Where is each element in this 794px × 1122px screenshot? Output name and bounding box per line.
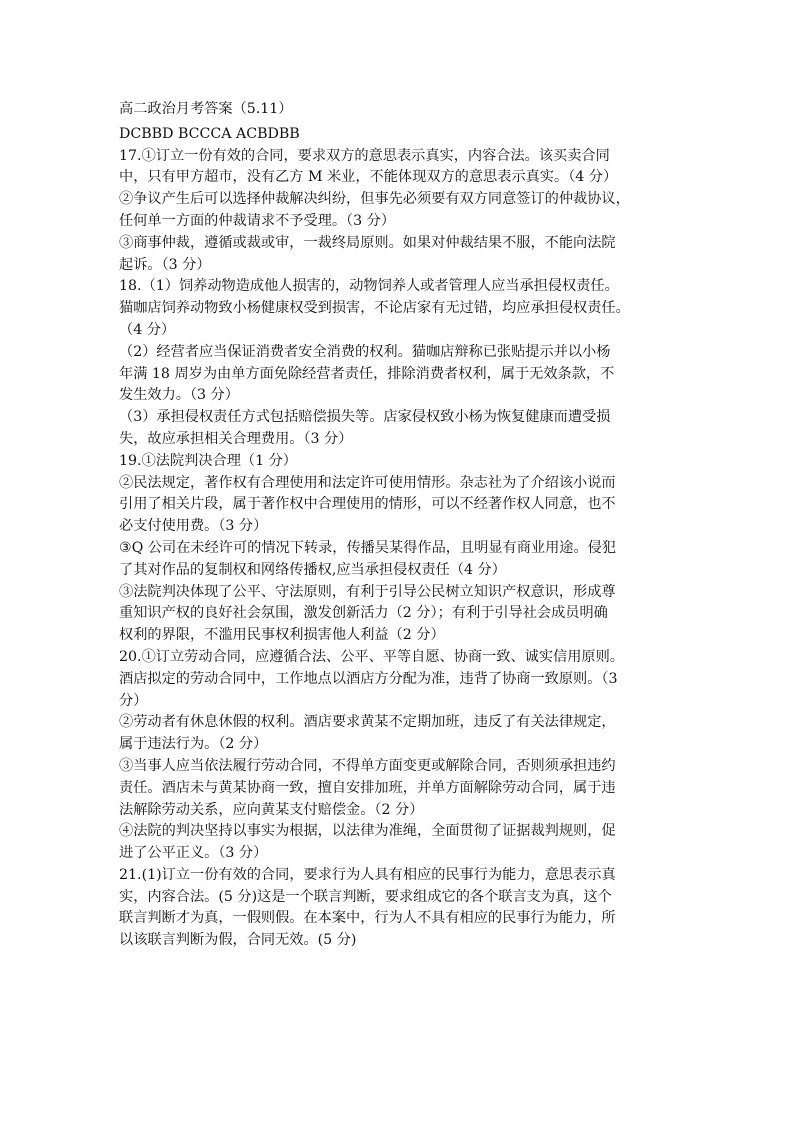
text-line: 法解除劳动关系，应向黄某支付赔偿金。（2 分）: [119, 801, 424, 818]
text-line: ②劳动者有休息休假的权利。酒店要求黄某不定期加班，违反了有关法律规定，: [119, 714, 616, 731]
text-line: 实，内容合法。(5 分)这是一个联言判断，要求组成它的各个联言支为真，这个: [119, 888, 612, 905]
text-line: 17.①订立一份有效的合同，要求双方的意思表示真实，内容合法。该买卖合同: [119, 147, 610, 164]
text-line: 起诉。（3 分）: [119, 256, 211, 273]
text-line: DCBBD BCCCA ACBDBB: [119, 125, 300, 142]
text-line: ③Q 公司在未经许可的情况下转录，传播吴某得作品，且明显有商业用途。侵犯: [119, 539, 617, 556]
text-line: 必支付使用费。（3 分）: [119, 518, 268, 535]
text-line: 了其对作品的复制权和网络传播权,应当承担侵权责任（4 分）: [119, 561, 506, 578]
answer-body: [119, 124, 689, 952]
text-line: 权利的界限，不滥用民事权利损害他人利益（2 分）: [119, 627, 445, 644]
text-line: 发生效力。（3 分）: [119, 387, 239, 404]
text-line: ④法院的判决坚持以事实为根据，以法律为准绳，全面贯彻了证据裁判规则，促: [119, 823, 616, 840]
text-line: 21.(1)订立一份有效的合同，要求行为人具有相应的民事行为能力，意思表示真: [119, 866, 616, 883]
text-line: 20.①订立劳动合同，应遵循合法、公平、平等自愿、协商一致、诚实信用原则。: [119, 648, 624, 665]
text-line: ③法院判决体现了公平、守法原则，有利于引导公民树立知识产权意识，形成尊: [119, 583, 616, 600]
text-line: 年满 18 周岁为由单方面免除经营者责任，排除消费者权利，属于无效条款，不: [119, 365, 615, 382]
text-line: 任何单一方面的仲裁请求不予受理。（3 分）: [119, 212, 396, 229]
text-line: ③商事仲裁，遵循或裁或审，一裁终局原则。如果对仲裁结果不服，不能向法院: [119, 234, 616, 251]
text-line: 联言判断才为真，一假则假。在本案中，行为人不具有相应的民事行为能力，所: [119, 910, 616, 927]
answer-document: [119, 99, 689, 952]
text-line: 分）: [119, 692, 148, 709]
text-line: 以该联言判断为假，合同无效。(5 分): [119, 932, 357, 949]
text-line: 中，只有甲方超市，没有乙方 M 米业，不能体现双方的意思表示真实。（4 分）: [119, 169, 618, 186]
text-line: 19.①法院判决合理（1 分）: [119, 452, 297, 469]
text-line: 18.（1）饲养动物造成他人损害的，动物饲养人或者管理人应当承担侵权责任。: [119, 278, 619, 295]
text-line: 失，故应承担相关合理费用。（3 分）: [119, 430, 353, 447]
text-line: 责任。酒店未与黄某协商一致，擅自安排加班，并单方面解除劳动合同，属于违: [119, 779, 616, 796]
text-line: 猫咖店饲养动物致小杨健康权受到损害，不论店家有无过错，均应承担侵权责任。: [119, 300, 630, 317]
text-line: 引用了相关片段，属于著作权中合理使用的情形，可以不经著作权人同意，也不: [119, 496, 616, 513]
text-line: ②争议产生后可以选择仲裁解决纠纷，但事先必须要有双方同意签订的仲裁协议，: [119, 191, 630, 208]
text-line: （2）经营者应当保证消费者安全消费的权利。猫咖店辩称已张贴提示并以小杨: [119, 343, 611, 360]
text-line: （3）承担侵权责任方式包括赔偿损失等。店家侵权致小杨为恢复健康而遭受损: [119, 409, 611, 426]
text-line: （4 分）: [119, 321, 176, 338]
document-title: 高二政治月考答案（5.11）: [119, 101, 293, 117]
text-line: ③当事人应当依法履行劳动合同，不得单方面变更或解除合同，否则须承担违约: [119, 757, 616, 774]
text-line: 进了公平正义。（3 分）: [119, 845, 268, 862]
text-line: 重知识产权的良好社会氛围，激发创新活力（2 分）；有利于引导社会成员明确: [119, 605, 608, 622]
text-line: ②民法规定，著作权有合理使用和法定许可使用情形。杂志社为了介绍该小说而: [119, 474, 616, 491]
text-line: 属于违法行为。（2 分）: [119, 736, 268, 753]
text-line: 酒店拟定的劳动合同中，工作地点以酒店方分配为准，违背了协商一致原则。（3: [119, 670, 618, 687]
